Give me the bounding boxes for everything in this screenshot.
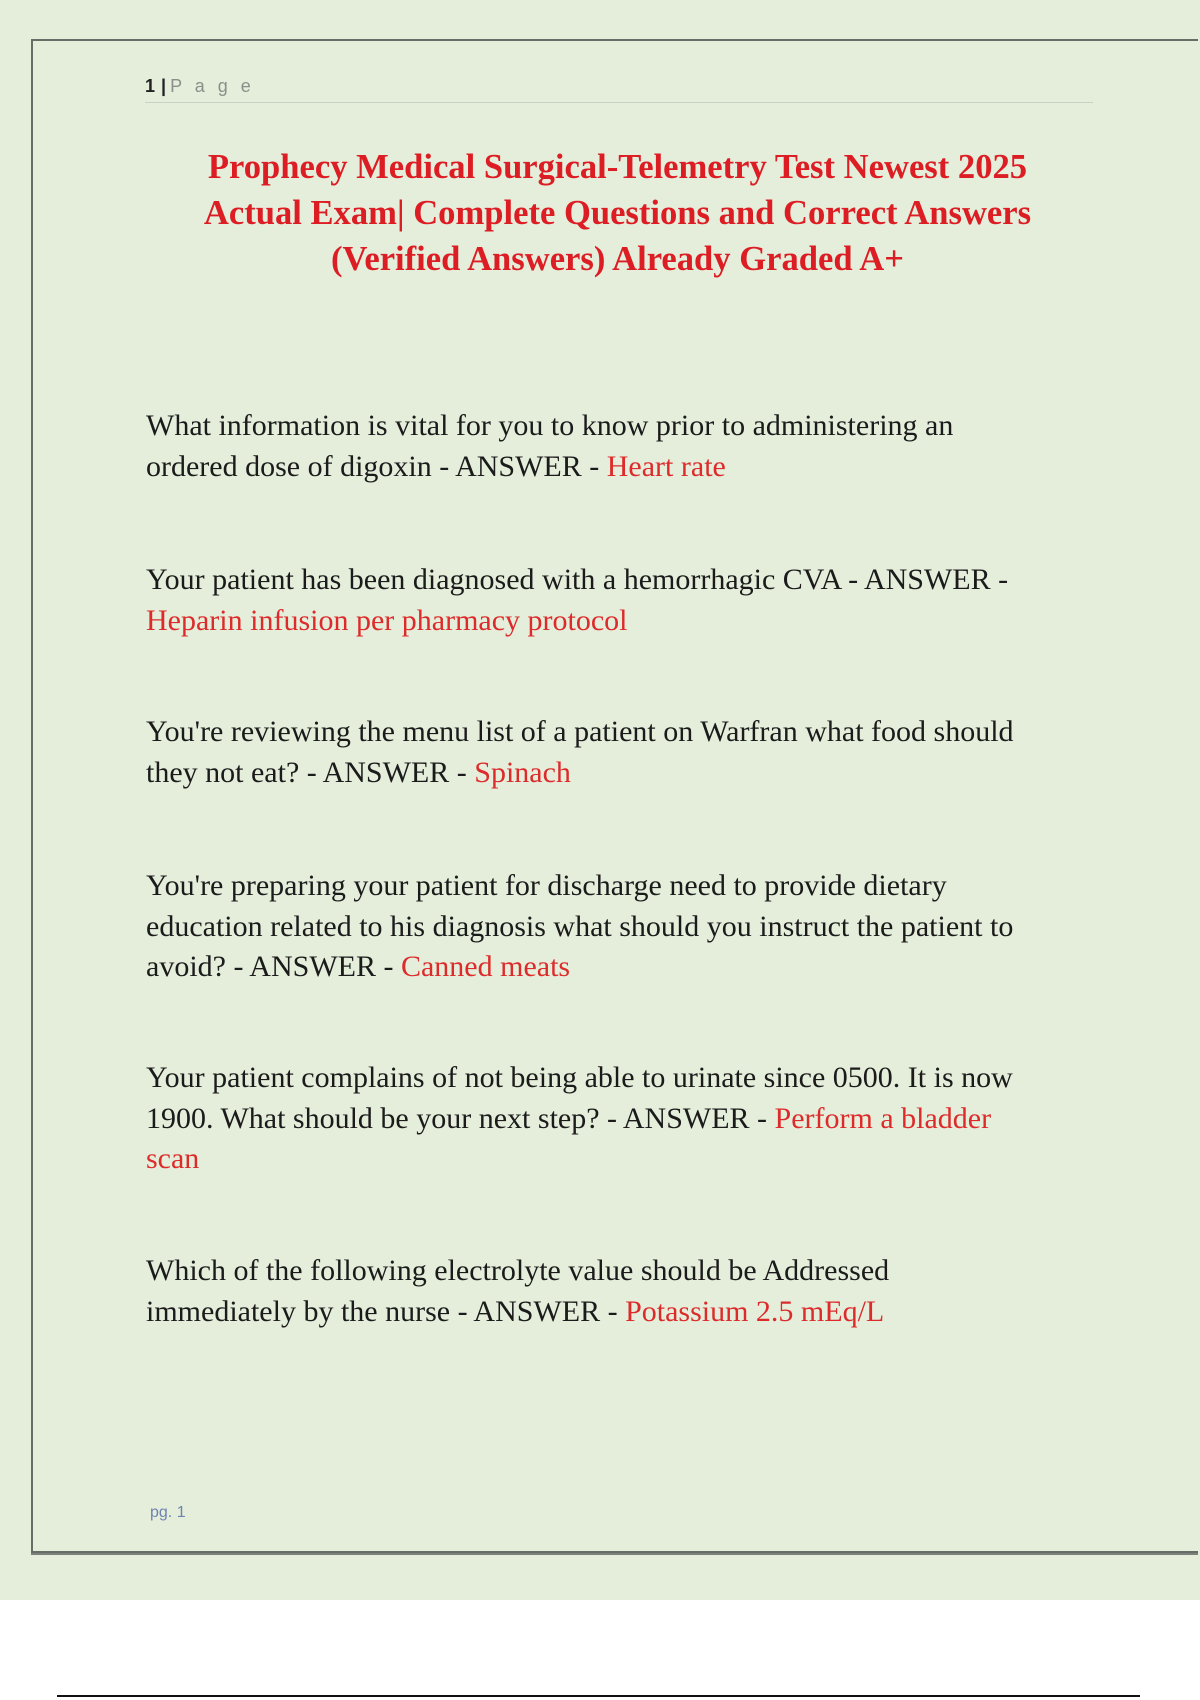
question-1-line-2-text: ordered dose of digoxin - ANSWER - xyxy=(146,449,607,483)
question-5-line-1: Your patient complains of not being able to urinate since 0500. It is now xyxy=(146,1061,1013,1094)
question-2-line-1: Your patient has been diagnosed with a hemorrhagic CVA - ANSWER - xyxy=(146,563,1009,596)
question-1-line-1: What information is vital for you to know prior to administering an xyxy=(146,409,954,442)
question-6-line-2 xyxy=(146,1292,1091,1333)
title-line-2: Actual Exam| Complete Questions and Correct Answers xyxy=(203,194,1032,232)
answer-1: Heart rate xyxy=(606,449,726,483)
bottom-rule xyxy=(57,1695,1140,1697)
question-item-6 xyxy=(146,1251,1091,1332)
question-item-4 xyxy=(146,866,1091,988)
question-item-2 xyxy=(146,560,1091,641)
question-item-3 xyxy=(146,712,1091,793)
answer-3: Spinach xyxy=(474,755,571,789)
question-4-line-3 xyxy=(146,947,1091,988)
question-6-line-1: Which of the following electrolyte value should be Addressed xyxy=(146,1254,890,1287)
answer-2: Heparin infusion per pharmacy protocol xyxy=(146,603,628,637)
page-header xyxy=(145,74,1093,103)
answer-6: Potassium 2.5 mEq/L xyxy=(625,1294,885,1328)
header-page-number: 1 xyxy=(145,76,156,96)
question-5-line-2 xyxy=(146,1099,1091,1140)
answer-4: Canned meats xyxy=(400,950,571,983)
question-1-line-2 xyxy=(146,447,1091,488)
question-3-line-1: You're reviewing the menu list of a patient on Warfran what food should xyxy=(146,715,1014,748)
document-title xyxy=(145,144,1090,282)
answer-5-part-2: scan xyxy=(146,1142,200,1175)
header-page-word: P a g e xyxy=(170,76,255,96)
question-4-line-2: education related to his diagnosis what should you instruct the patient to xyxy=(146,909,1014,943)
header-separator: | xyxy=(161,76,167,96)
question-4-line-1: You're preparing your patient for discharge need to provide dietary xyxy=(146,869,947,902)
footer-page-number: pg. 1 xyxy=(150,1504,186,1521)
title-line-3: (Verified Answers) Already Graded A+ xyxy=(331,240,904,278)
question-3-line-2-text: they not eat? - ANSWER - xyxy=(146,755,475,789)
title-line-1: Prophecy Medical Surgical-Telemetry Test Newest 2025 xyxy=(207,148,1028,186)
question-6-line-2-text: immediately by the nurse - ANSWER - xyxy=(146,1294,626,1328)
question-item-1 xyxy=(146,406,1091,487)
question-3-line-2 xyxy=(146,753,1091,794)
question-item-5 xyxy=(146,1058,1091,1180)
question-4-line-3-text: avoid? - ANSWER - xyxy=(146,950,401,983)
question-5-line-2-text: 1900. What should be your next step? - ANSWER - xyxy=(146,1101,775,1135)
answer-5-part-1: Perform a bladder xyxy=(774,1101,992,1135)
